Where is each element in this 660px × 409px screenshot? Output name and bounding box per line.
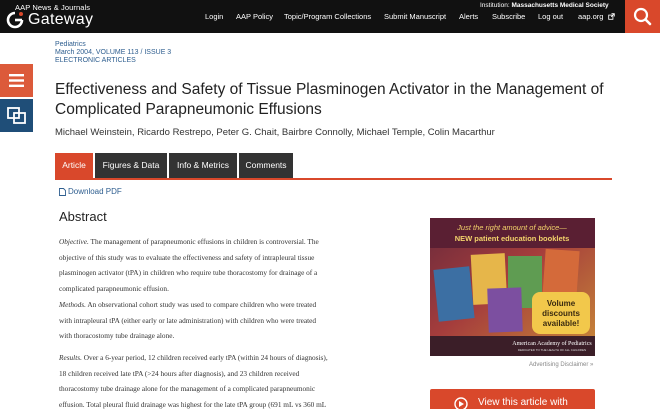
nav-submit-manuscript[interactable]: Submit Manuscript <box>384 12 447 21</box>
abstract-heading: Abstract <box>59 209 107 224</box>
abstract-results <box>59 350 404 409</box>
results-text: Over a 6-year period, 12 children received early tPA (within 24 hours of diagnosis), <box>83 353 328 362</box>
results-label: Results. <box>59 353 82 362</box>
search-icon <box>625 0 660 33</box>
nav-alerts[interactable]: Alerts <box>459 12 479 21</box>
booklet-cover <box>433 266 474 321</box>
nav-subscribe[interactable]: Subscribe <box>492 12 526 21</box>
section-link[interactable]: ELECTRONIC ARTICLES <box>55 57 136 64</box>
issue-link[interactable]: March 2004, VOLUME 113 / ISSUE 3 <box>55 49 172 56</box>
ad-headline-1: Just the right amount of advice— <box>457 223 567 232</box>
ad-org-sub: DEDICATED TO THE HEALTH OF ALL CHILDREN <box>517 348 587 352</box>
nav-aap-policy[interactable]: AAP Policy <box>236 12 273 21</box>
methods-text: with intrapleural tPA (either early or late administration) with children who were treated <box>59 315 317 325</box>
nav-topic-collections[interactable]: Topic/Program Collections <box>284 12 372 21</box>
tab-info-metrics[interactable]: Info & Metrics <box>169 153 237 178</box>
ad-discount-3: available! <box>542 319 580 328</box>
results-text: thoracostomy tube drainage alone for the management of a complicated parapneumonic <box>59 384 316 394</box>
ad-discount-2: discounts <box>542 309 580 318</box>
objective-text: complicated parapneumonic effusion. <box>59 284 169 294</box>
institution-prefix: Institution: <box>480 2 510 9</box>
author-list[interactable]: Michael Weinstein, Ricardo Restrepo, Peter G. Chait, Bairbre Connolly, Michael Temple, Colin Macarthur <box>55 127 495 138</box>
article-title: Effectiveness and Safety of Tissue Plasminogen Activator in the Management of Complicated Parapneumonic Effusions <box>55 81 604 118</box>
nav-log-out[interactable]: Log out <box>538 12 564 21</box>
ad-org: American Academy of Pediatrics <box>512 341 592 347</box>
objective-text: objective of this study was to evaluate the effectiveness and safety of intrapleural tissue <box>59 252 315 262</box>
institution-name: Massachusetts Medical Society <box>511 2 609 9</box>
toggle-panel-button[interactable] <box>0 99 33 132</box>
play-icon <box>454 397 474 409</box>
tab-article[interactable]: Article <box>55 153 93 178</box>
brand-publisher: AAP News & Journals <box>15 3 91 12</box>
view-article-button[interactable] <box>430 389 595 409</box>
nav-aap-org-label: aap.org <box>578 12 604 21</box>
advertising-disclaimer-link[interactable]: Advertising Disclaimer » <box>529 362 594 368</box>
gateway-logo-icon <box>4 11 26 29</box>
tab-comments[interactable]: Comments <box>239 153 293 178</box>
top-bar <box>0 0 660 33</box>
advertisement-banner[interactable] <box>430 218 595 356</box>
journal-link[interactable]: Pediatrics <box>55 41 86 48</box>
booklet-cover <box>487 287 523 332</box>
abstract-line <box>59 297 404 313</box>
objective-text: The management of parapneumonic effusions in children is controversial. The <box>90 237 319 246</box>
nav-login[interactable]: Login <box>205 12 224 21</box>
methods-text: with thoracostomy tube drainage alone. <box>59 331 175 341</box>
ad-graphic <box>430 218 595 356</box>
institution-label <box>480 2 609 9</box>
ad-discount-1: Volume <box>546 299 576 308</box>
objective-label: Objective. <box>59 237 89 246</box>
search-button[interactable] <box>625 0 660 33</box>
booklet-cover <box>542 249 579 299</box>
tab-figures-data[interactable]: Figures & Data <box>95 153 167 178</box>
brand-name: Gateway <box>28 11 94 28</box>
download-pdf-label: Download PDF <box>68 187 122 196</box>
toggle-icon <box>0 99 33 132</box>
tab-divider <box>55 178 612 180</box>
abstract-methods <box>59 297 404 344</box>
abstract-line <box>59 350 404 366</box>
nav-aap-org[interactable] <box>578 12 613 21</box>
methods-text: An observational cohort study was used to compare children who were treated <box>87 300 317 309</box>
objective-text: plasminogen activator (tPA) in children who require tube thoracostomy for drainage of a <box>59 268 318 278</box>
menu-icon <box>0 64 33 97</box>
view-article-label: View this article with <box>478 397 568 408</box>
results-text: effusion. Total pleural fluid drainage was highest for the late tPA group (691 mL vs 360 mL <box>59 400 327 409</box>
ad-headline-2: NEW patient education booklets <box>454 234 570 243</box>
gateway-logo[interactable] <box>4 3 114 30</box>
external-link-icon <box>608 13 615 20</box>
abstract-objective <box>59 234 404 297</box>
methods-label: Methods. <box>59 300 86 309</box>
menu-button[interactable] <box>0 64 33 97</box>
results-text: 18 children received late tPA (>24 hours after diagnosis), and 23 children received <box>59 368 300 378</box>
abstract-line <box>59 234 404 250</box>
pdf-icon <box>59 188 66 196</box>
